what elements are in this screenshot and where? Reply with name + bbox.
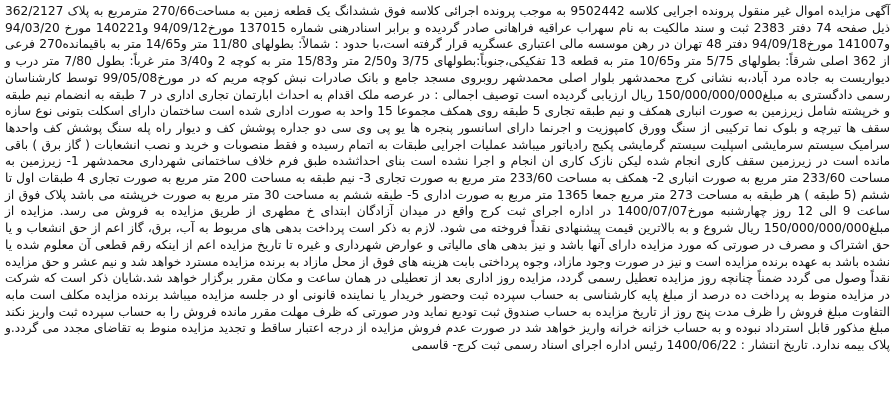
notice-body-text: آگهی مزایده اموال غیر منقول پرونده اجرایی کلاسه 9502442 به موجب پرونده اجرائی کلاسه فوق ششدانگ یک قطعه زمین به مساحت270/66 مترمربع به پلاک 362/2127 ذیل صفحه 74 دفتر 2383 ثبت و سند مالکیت به نام سهراب عراقیه فراهانی صادر گردیده و برابر اسنادرهنی شماره 137015 مورخ94/09/12 و140221 مورخ 94/03/20 و141007 مورخ94/09/18 دفتر 48 تهران در رهن موسسه مالی اعتباری عسگریه قرار گرفته است،با حدود : شمالاً: بطولهای 11/80 متر و14/65 متر به باقیمانده270 فرعی از 362 اصلی شرقاً: بطولهای 5/75 متر و10/65 متر به قطعه 13 تفکیکی،جنوباً:بطولهای 3/75 و2/50 متر و15/83 متر به کوچه 2 و3/40 متر غرباً: بطول 7/80 متر درب و دیواریست به جاده مرد آباد،به نشانی کرج محمدشهر بلوار اصلی محمدشهر روبروی مسجد جامع و بانک صادرات نبش کوچه مریم که در مورخ99/05/08 توسط کارشناسان رسمی دادگستری به مبلغ150/000/000/000 ریال ارزیابی گردیده است توصیف اجمالی : در عرصه ملک اقدام به احداث ابارتمان تجاری اداری در 7 طبقه به انضمام نیم طبقه و خرپشته شامل زیرزمین به صورت انباری همکف و نیم طبقه تجاری 5 طبقه روی همکف مجموعا 15 واحد به صورت اداری شده است ساختمان دارای اسکلت بتونی نوع سازه سقف ها تیرچه و بلوک نما ترکیبی از سنگ وورق کامپوزیت و اجرنما دارای اسانسور پنجره ها یو پی وی سی دو جداره پوشش کف و دیوار راه پله سنگ پوشش کف واحدها سرامیک سیستم سرمایشی اسپلیت سیستم گرمایشی پکیج رادیاتور میباشد عملیات اجرایی طبقات به اتمام رسیده و فقط منصوبات و خرید و نصب انشعابات ( گاز برق ) باقی مانده است در زیرزمین سقف کاری انجام شده لیکن نازک کاری ان انجام و اجرا نشده است بنای احداثشده طبق فرم خلاف ساختمانی شهرداری محمدشهر 1- زیرزمین به مساحت 233/60 متر مربع به صورت انباری 2- همکف به مساحت 233/60 متر مربع به صورت تجاری 3- نیم طبقه به مساحت 200 متر مربع به صورت تجاری 4 طبقات اول تا ششم (5 طبقه ) هر طبقه به مساحت 273 متر مربع جمعا 1365 متر مربع به صورت اداری 5- طبقه ششم به مساحت 30 متر مربع به صورت خرپشته می باشد پلاک فوق از ساعت 9 الی 12 روز چهارشنبه مورخ1400/07/07 در اداره اجرای ثبت کرج واقع در میدان آزادگان ابتدای خ مطهری از طریق مزایده به فروش می رسد. مزایده از مبلغ150/000/000/000 ریال شروع و به بالاترین قیمت پیشنهادی نقداً فروخته می شود. لازم به ذکر است پرداخت بدهی های مربوط به آب، برق، گاز اعم از حق انشعاب و یا حق اشتراک و مصرف در صورتی که مورد مزایده دارای آنها باشد و نیز بدهی های مالیاتی و عوارض شهرداری و غیره تا تاریخ مزایده اعم از اینکه رقم قطعی آن معلوم شده یا نشده باشد به عهده برنده مزایده است و نیز در صورت وجود مازاد، وجوه پرداختی بابت هزینه های فوق از محل مازاد به برنده مزایده مسترد خواهد شد و نیم عشر و حق مزایده نقداً وصول می گردد ضمناً چنانچه روز مزایده تعطیل رسمی گردد، مزایده روز اداری بعد از تعطیلی در همان ساعت و مکان مقرر برگزار خواهد شد.شایان ذکر است که شرکت در مزایده منوط به پرداخت ده درصد از مبلغ پایه کارشناسی به حساب سپرده ثبت وحضور خریدار یا نماینده قانونی او در جلسه مزایده میباشد برنده مزایده مکلف است مابه التفاوت مبلغ فروش را ظرف مدت پنج روز از تاریخ مزایده به حساب صندوق ثبت تودیع نماید ودر صورتی که ظرف مهلت مقرر مانده فروش را به حساب سپرده ثبت واریز نکند مبلغ مذکور قابل استرداد نبوده و به حساب خزانه خرانه واریز خواهد شد در صورت عدم فروش مزایده از درجه اعتبار ساقط و تجدید مزایده منوط به تقاضای مجدد می گردد.و پلاک بیمه ندارد. تاریخ انتشار : 1400/06/22 رئیس اداره اجرای اسناد رسمی ثبت کرج- قاسمی	[5, 4, 891, 353]
